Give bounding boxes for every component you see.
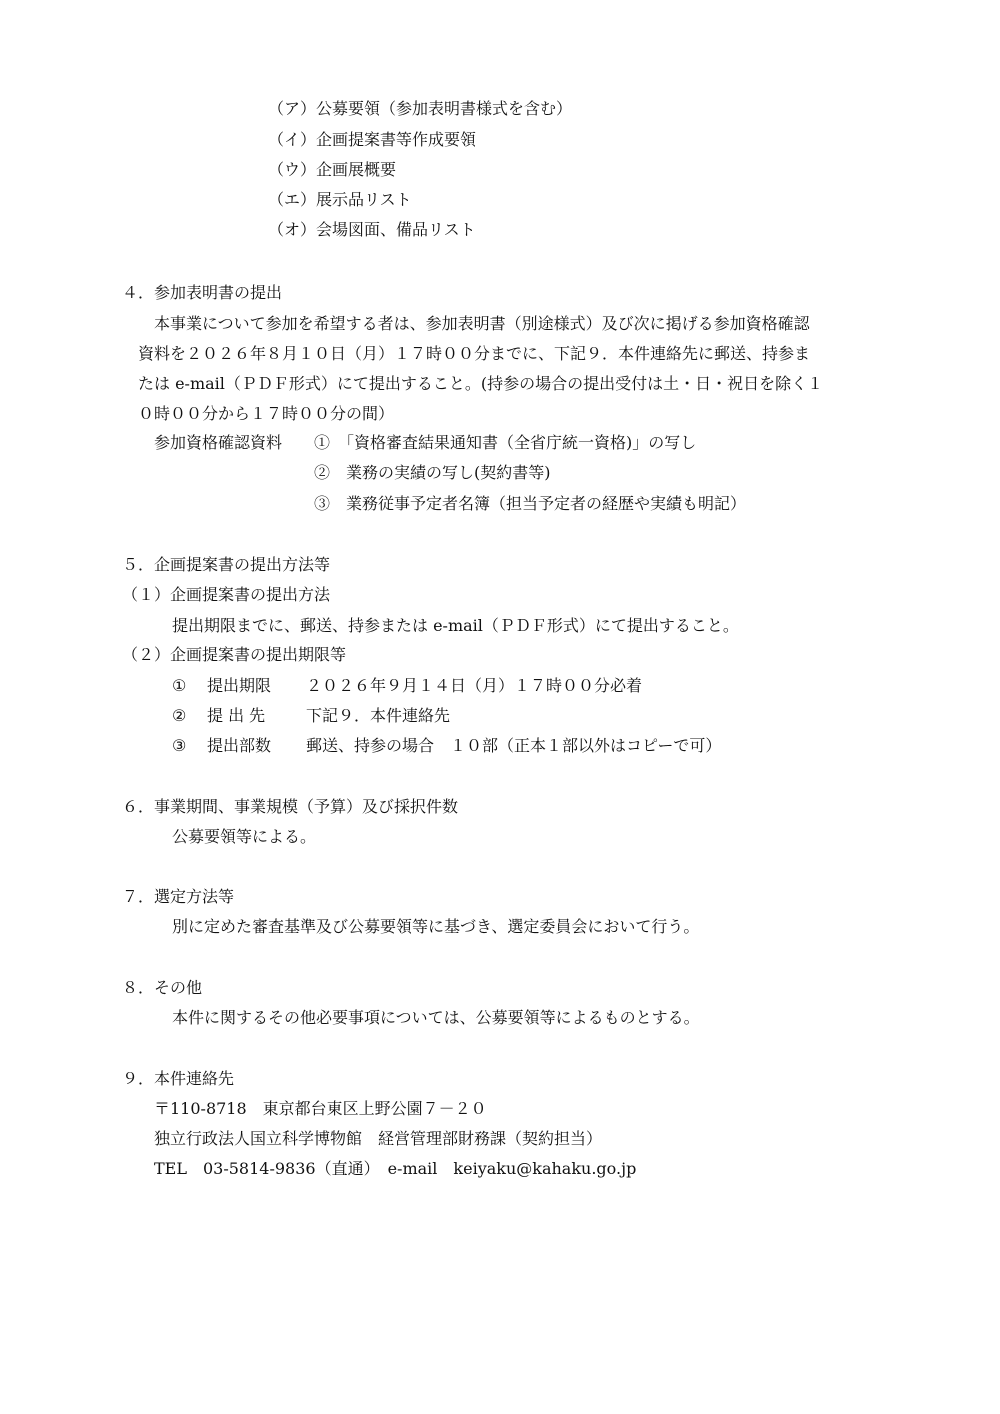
section8-heading: ８．その他: [122, 978, 203, 997]
contact-organization: 独立行政法人国立科学博物館 経営管理部財務課（契約担当）: [154, 1129, 603, 1148]
material-item: ② 業務の実績の写し(契約書等): [314, 463, 551, 482]
section6-heading: ６．事業期間、事業規模（予算）及び採択件数: [122, 797, 459, 816]
destination-item-label: 提 出 先: [207, 706, 266, 725]
doc-list-item-o: （オ）会場図面、備品リスト: [268, 220, 476, 239]
copies-item-label: 提出部数: [207, 736, 272, 755]
material-item: ① 「資格審査結果通知書（全省庁統一資格)」の写し: [314, 433, 697, 452]
section9-heading: ９．本件連絡先: [122, 1069, 235, 1088]
contact-phone-email: TEL 03-5814-9836（直通） e-mail keiyaku@kahaku.go.jp: [154, 1159, 637, 1178]
section5-heading: ５．企画提案書の提出方法等: [122, 555, 331, 574]
section4-heading: ４．参加表明書の提出: [122, 283, 283, 302]
section4-body-line: たは e-mail（ＰＤＦ形式）にて提出すること。(持参の場合の提出受付は土・日・祝日を除く１: [138, 374, 824, 393]
section7-heading: ７．選定方法等: [122, 887, 235, 906]
section4-body-line: 本事業について参加を希望する者は、参加表明書（別途様式）及び次に掲げる参加資格確認: [154, 314, 810, 333]
material-item: ③ 業務従事予定者名簿（担当予定者の経歴や実績も明記）: [314, 494, 747, 513]
doc-list-item-e: （エ）展示品リスト: [268, 190, 412, 209]
section8-body: 本件に関するその他必要事項については、公募要領等によるものとする。: [172, 1008, 700, 1027]
section4-body-line: 資料を２０２６年８月１０日（月）１７時００分までに、下記９．本件連絡先に郵送、持参ま: [138, 344, 811, 363]
contact-address: 〒110-8718 東京都台東区上野公園７－２０: [154, 1099, 487, 1118]
copies-item-value: 郵送、持参の場合 １０部（正本１部以外はコピーで可）: [306, 736, 722, 755]
destination-item-value: 下記９．本件連絡先: [306, 706, 451, 725]
deadline-item-label: 提出期限: [207, 676, 272, 695]
section5-sub1-heading: （１）企画提案書の提出方法: [122, 585, 331, 604]
section5-sub1-body: 提出期限までに、郵送、持参または e-mail（ＰＤＦ形式）にて提出すること。: [172, 616, 739, 635]
section7-body: 別に定めた審査基準及び公募要領等に基づき、選定委員会において行う。: [172, 917, 700, 936]
doc-list-item-a: （ア）公募要領（参加表明書様式を含む）: [268, 99, 573, 118]
section4-body-line: ０時００分から１７時００分の間）: [138, 404, 395, 423]
doc-list-item-u: （ウ）企画展概要: [268, 160, 397, 179]
copies-item-num: ③: [172, 736, 187, 755]
section6-body: 公募要領等による。: [172, 827, 317, 846]
deadline-item-value: ２０２６年９月１４日（月）１７時００分必着: [306, 676, 643, 695]
doc-list-item-i: （イ）企画提案書等作成要領: [268, 130, 477, 149]
destination-item-num: ②: [172, 706, 187, 725]
materials-label: 参加資格確認資料: [154, 433, 283, 452]
section5-sub2-heading: （２）企画提案書の提出期限等: [122, 645, 347, 664]
deadline-item-num: ①: [172, 676, 187, 695]
